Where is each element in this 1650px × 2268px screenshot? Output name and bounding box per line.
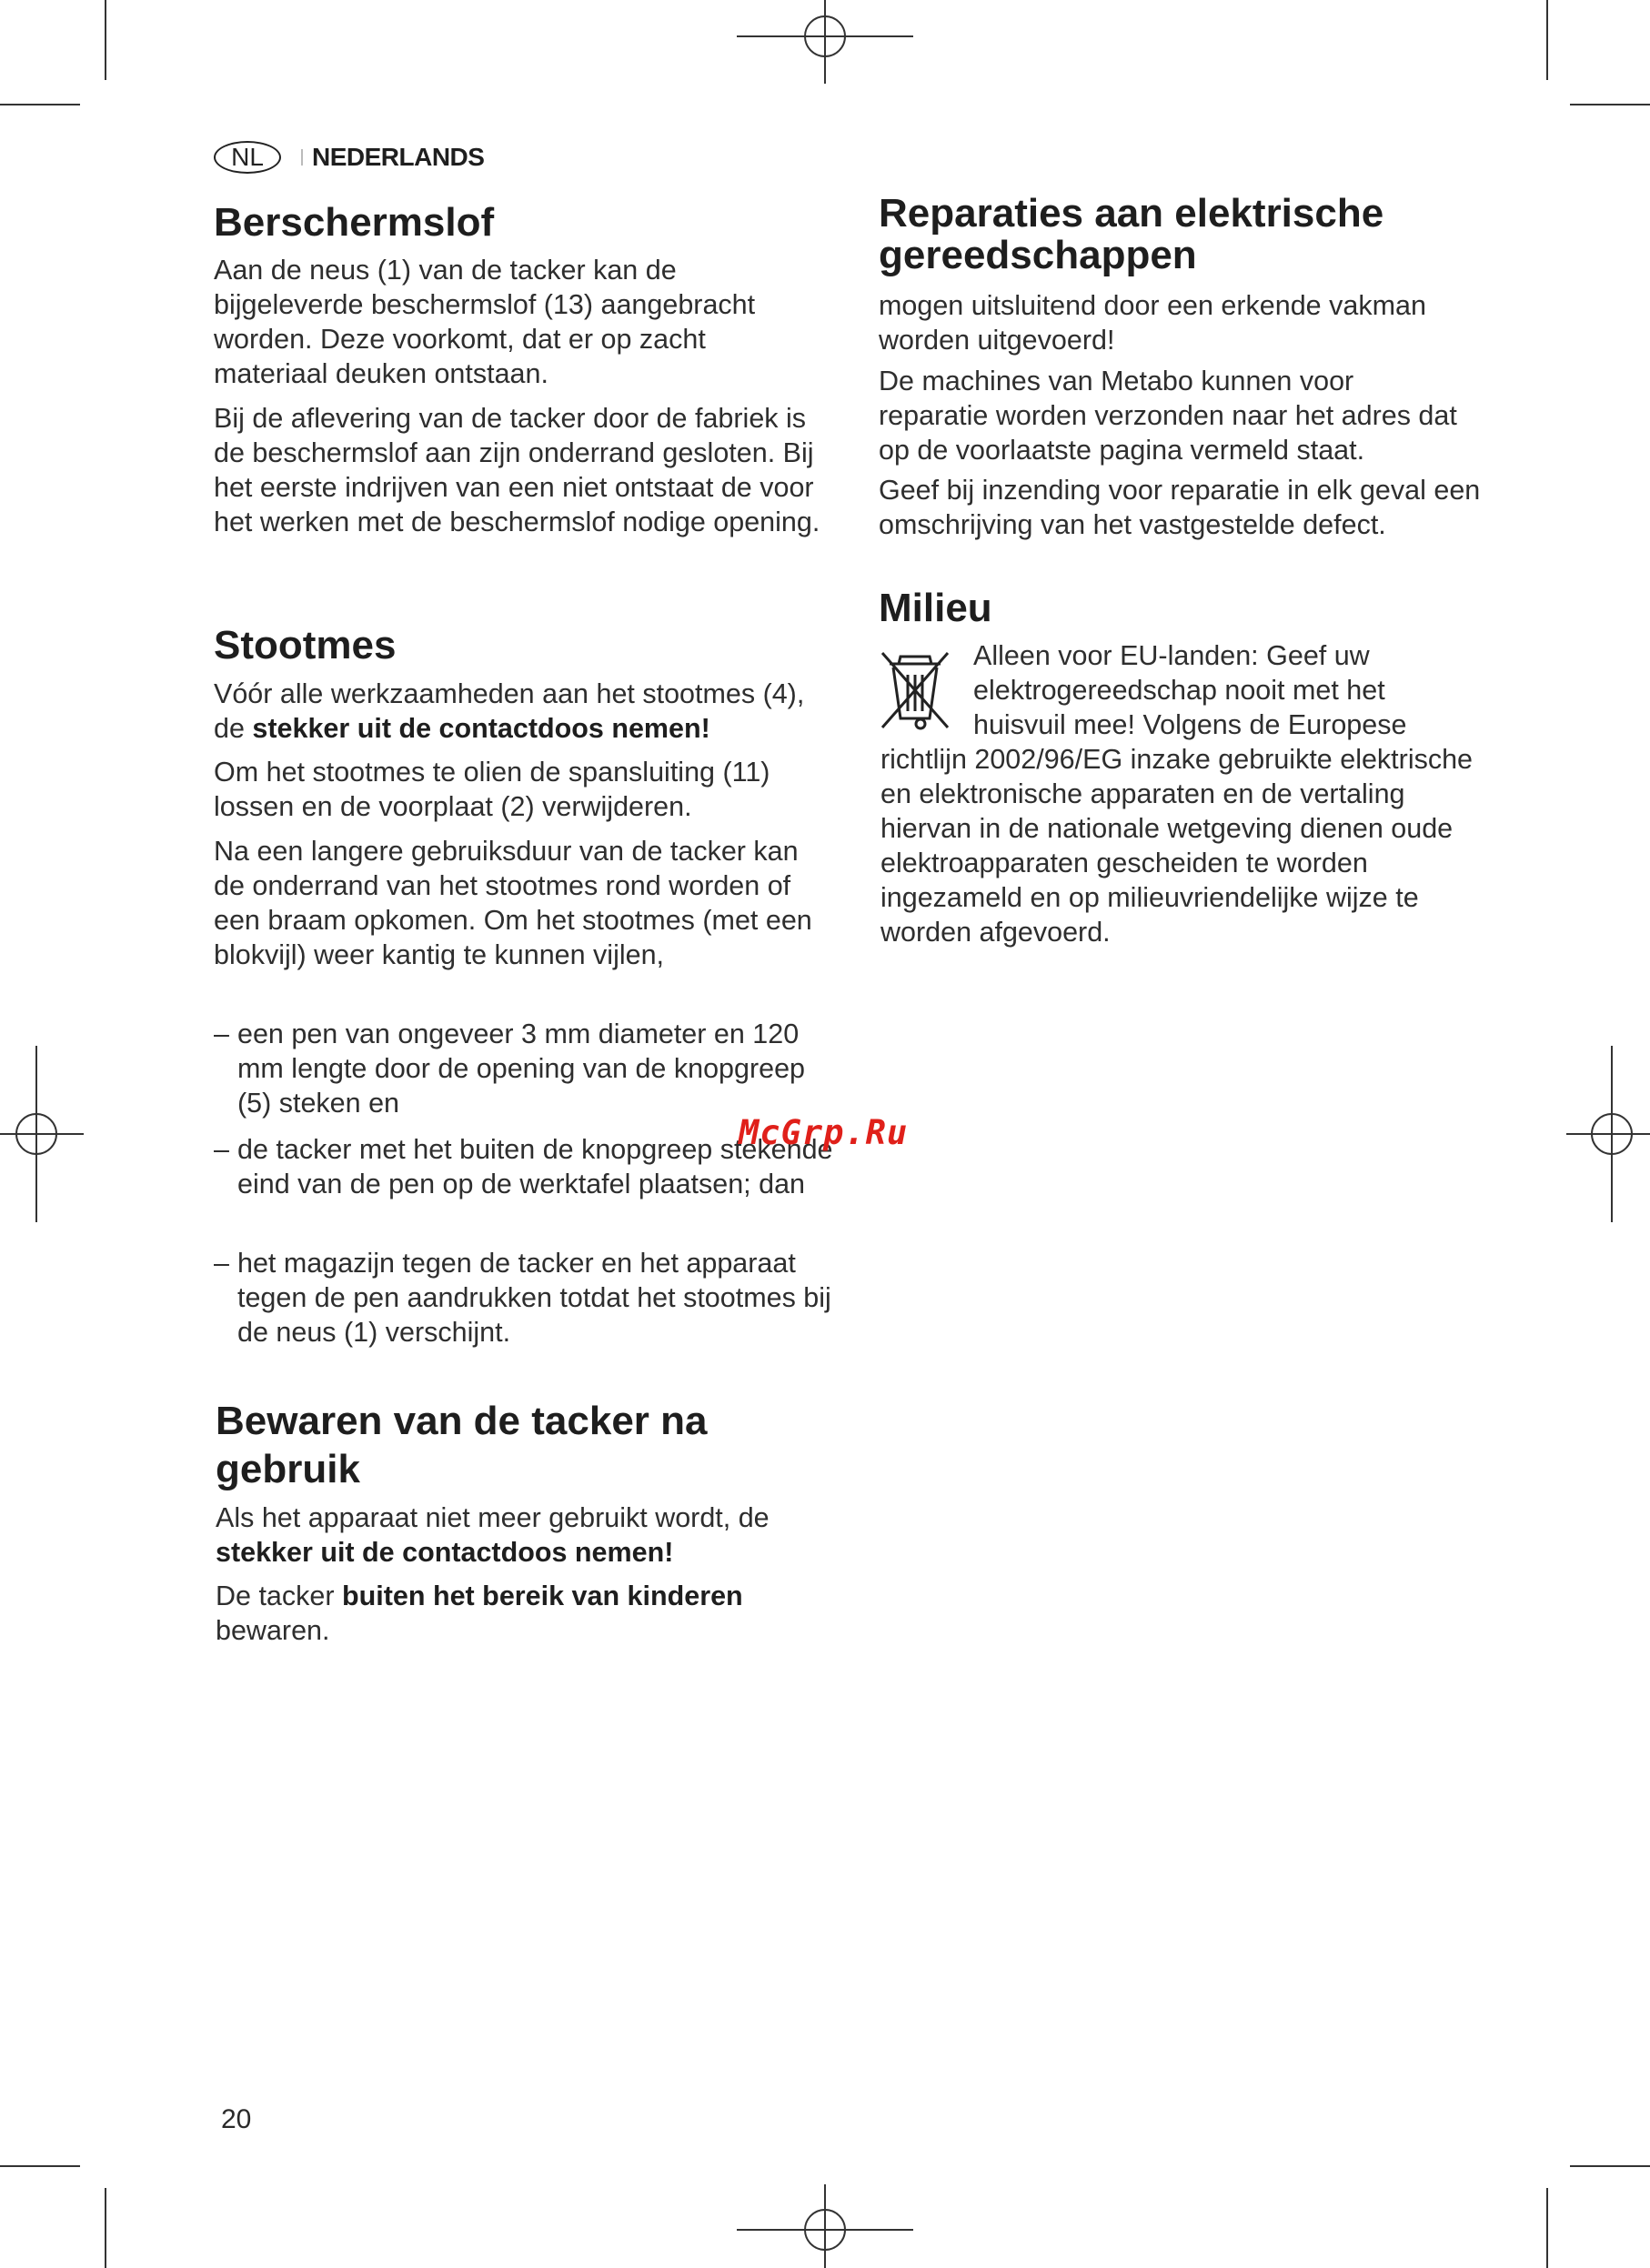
bewaren-p2-bold: buiten het bereik van kinderen [342, 1581, 743, 1611]
heading-stootmes: Stootmes [214, 623, 397, 667]
language-name: NEDERLANDS [312, 143, 485, 171]
language-header [214, 140, 484, 175]
bewaren-paragraph-2 [216, 1579, 816, 1648]
milieu-paragraph-indented: Alleen voor EU-landen: Geef uw elektrogereedschap nooit met het huisvuil mee! Volgens de Europese [973, 640, 1407, 740]
bewaren-p1-bold: stekker uit de contactdoos nemen! [216, 1537, 674, 1568]
bewaren-p2-text-a: De tacker [216, 1581, 342, 1611]
stootmes-bullet-3 [214, 1246, 838, 1350]
stootmes-p1-text: Vóór alle werkzaamheden aan het stootmes (4), de [214, 678, 805, 744]
bewaren-paragraph-1 [216, 1500, 816, 1570]
stootmes-paragraph-1 [214, 677, 814, 746]
beschermslof-paragraph-2: Bij de aflevering van de tacker door de fabriek is de beschermslof aan zijn onderrand gesloten. Bij het eerste indrijven van een niet ontstaat de voor het werken met de beschermslof nodige opening. [214, 403, 820, 537]
bewaren-p1-text: Als het apparaat niet meer gebruikt wordt, de [216, 1502, 770, 1533]
bullet-text: de tacker met het buiten de knopgreep stekende eind van de pen op de werktafel plaatsen; dan [237, 1134, 833, 1199]
registration-mark-right [1566, 1046, 1650, 1222]
bullet-text: het magazijn tegen de tacker en het apparaat tegen de pen aandrukken totdat het stootmes bij de neus (1) verschijnt. [237, 1248, 831, 1348]
registration-mark-left [0, 1046, 84, 1222]
page-number: 20 [221, 2104, 252, 2134]
language-code-badge: NL [214, 141, 281, 174]
heading-bewaren: Bewaren van de tacker na gebruik [216, 1399, 708, 1491]
heading-reparaties: Reparaties aan elektrische gereedschappen [879, 191, 1384, 277]
milieu-paragraph-rest: richtlijn 2002/96/EG inzake gebruikte elektrische en elektronische apparaten en de vertaling hiervan in de nationale wetgeving dienen oude elektroapparaten gescheiden te worden ingezameld en op milieuvriendelijke wijze te worden afgevoerd. [880, 744, 1474, 948]
reparaties-paragraph-3: Geef bij inzending voor reparatie in elk geval een omschrijving van het vastgestelde defect. [879, 475, 1481, 540]
heading-milieu: Milieu [879, 586, 992, 630]
language-separator [301, 149, 303, 166]
heading-beschermslof: Berschermslof [214, 200, 495, 245]
registration-mark-bottom [737, 2184, 913, 2268]
beschermslof-paragraph-1: Aan de neus (1) van de tacker kan de bijgeleverde beschermslof (13) aangebracht worden. Deze voorkomt, dat er op zacht materiaal deuken ontstaan. [214, 255, 756, 389]
stootmes-bullet-1 [214, 1017, 838, 1120]
bewaren-p2-text-c: bewaren. [216, 1615, 330, 1646]
reparaties-paragraph-1: mogen uitsluitend door een erkende vakman worden uitgevoerd! [879, 290, 1426, 356]
bullet-dash: – [214, 1134, 229, 1165]
bullet-dash: – [214, 1019, 229, 1049]
registration-mark-top [737, 0, 913, 84]
stootmes-paragraph-2: Om het stootmes te olien de spansluiting (11) lossen en de voorplaat (2) verwijderen. [214, 757, 770, 822]
stootmes-paragraph-3: Na een langere gebruiksduur van de tacker kan de onderrand van het stootmes rond worden of een braam opkomen. Om het stootmes (met een blokvijl) weer kantig te kunnen vijlen, [214, 836, 812, 970]
bullet-dash: – [214, 1248, 229, 1279]
bullet-text: een pen van ongeveer 3 mm diameter en 120 mm lengte door de opening van de knopgreep (5) steken en [237, 1019, 805, 1119]
watermark: McGrp.Ru [739, 1113, 909, 1152]
stootmes-p1-bold: stekker uit de contactdoos nemen! [252, 713, 710, 744]
crossed-out-wheelie-bin-icon [877, 647, 953, 731]
reparaties-paragraph-2: De machines van Metabo kunnen voor reparatie worden verzonden naar het adres dat op de voorlaatste pagina vermeld staat. [879, 366, 1457, 466]
